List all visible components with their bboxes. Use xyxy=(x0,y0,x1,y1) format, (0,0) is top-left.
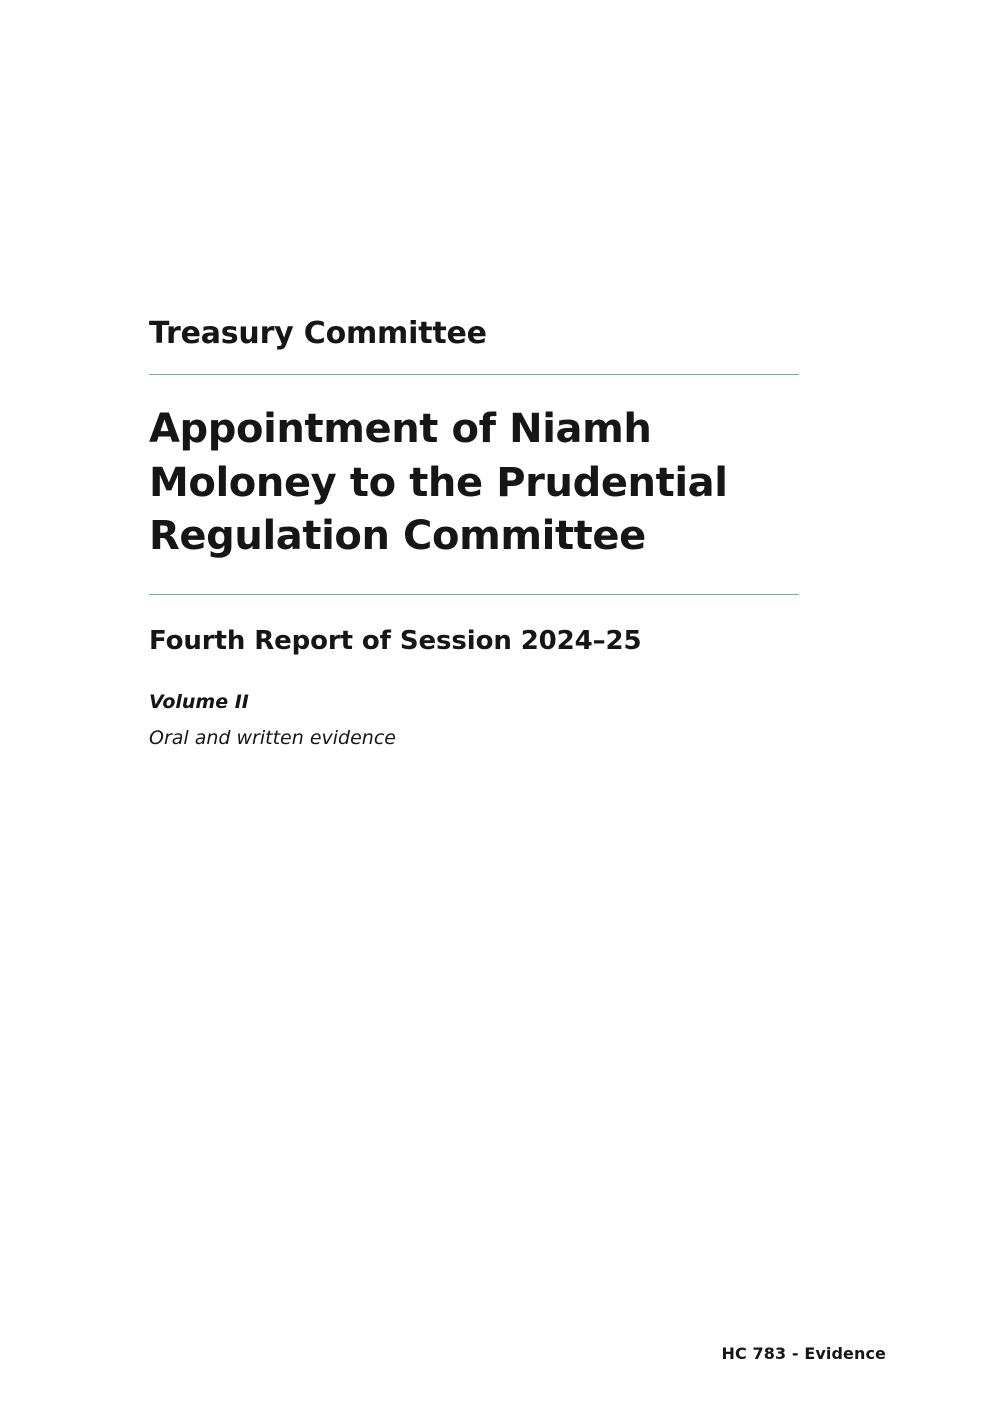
title-block xyxy=(149,316,799,749)
volume-label: Volume II xyxy=(149,690,249,713)
page-title: Appointment of Niamh Moloney to the Prudential Regulation Committee xyxy=(149,406,728,560)
session-label: Fourth Report of Session 2024–25 xyxy=(149,625,642,656)
divider-bottom xyxy=(149,594,799,595)
subtitle-label: Oral and written evidence xyxy=(149,726,396,749)
document-reference: HC 783 - Evidence xyxy=(721,1344,886,1363)
committee-name: Treasury Committee xyxy=(149,316,487,351)
divider-top xyxy=(149,374,799,375)
